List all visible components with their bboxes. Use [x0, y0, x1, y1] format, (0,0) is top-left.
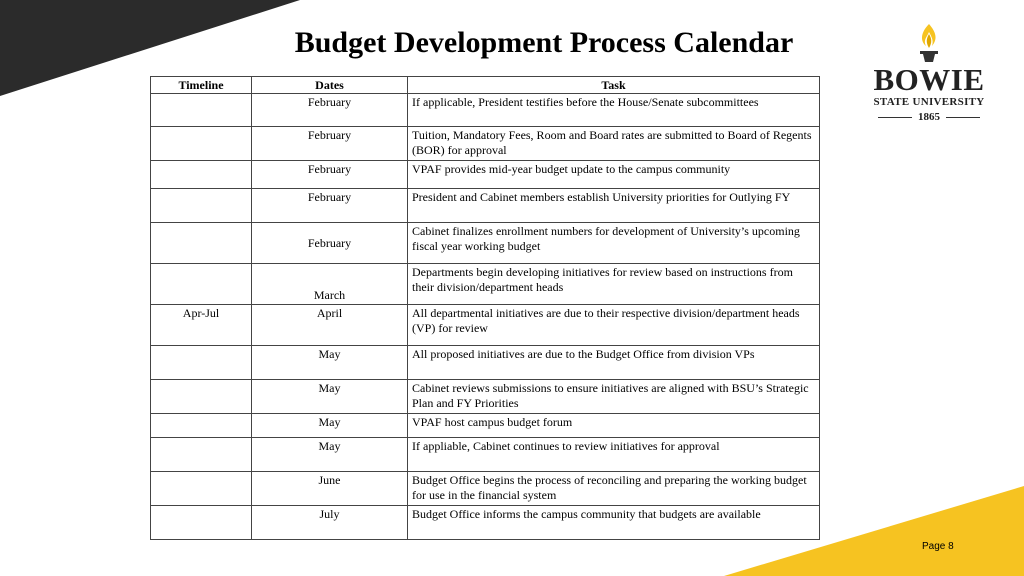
table-row	[151, 414, 820, 438]
date-cell: May	[252, 414, 408, 438]
logo-subtitle: STATE UNIVERSITY	[873, 96, 985, 108]
logo-year: 1865	[918, 111, 940, 123]
table-row	[151, 346, 820, 380]
date-cell: May	[252, 346, 408, 380]
date-cell: February	[252, 161, 408, 189]
task-cell: VPAF host campus budget forum	[408, 414, 820, 438]
task-cell: Tuition, Mandatory Fees, Room and Board rates are submitted to Board of Regents (BOR) for approval	[408, 127, 820, 161]
timeline-cell	[151, 264, 252, 305]
task-cell: Cabinet reviews submissions to ensure initiatives are aligned with BSU’s Strategic Plan and FY Priorities	[408, 380, 820, 414]
date-cell: June	[252, 472, 408, 506]
timeline-cell	[151, 506, 252, 540]
table-row	[151, 506, 820, 540]
date-cell: February	[252, 223, 408, 264]
task-cell: VPAF provides mid-year budget update to the campus community	[408, 161, 820, 189]
timeline-cell	[151, 94, 252, 127]
date-cell: March	[252, 264, 408, 305]
task-cell: Budget Office informs the campus community that budgets are available	[408, 506, 820, 540]
table-row	[151, 305, 820, 346]
header-timeline: Timeline	[151, 77, 252, 94]
task-cell: If applicable, President testifies before the House/Senate subcommittees	[408, 94, 820, 127]
page-number: Page 8	[922, 541, 954, 552]
table-row	[151, 438, 820, 472]
divider	[946, 117, 980, 118]
torch-flame-icon	[916, 22, 942, 64]
table-row	[151, 161, 820, 189]
table-header-row	[151, 77, 820, 94]
logo-name: BOWIE	[873, 62, 985, 97]
timeline-cell	[151, 127, 252, 161]
table-row	[151, 264, 820, 305]
timeline-cell	[151, 414, 252, 438]
task-cell: All proposed initiatives are due to the Budget Office from division VPs	[408, 346, 820, 380]
task-cell: If appliable, Cabinet continues to review initiatives for approval	[408, 438, 820, 472]
timeline-cell	[151, 161, 252, 189]
table-row	[151, 127, 820, 161]
page-title: Budget Development Process Calendar	[294, 26, 794, 59]
table-row	[151, 223, 820, 264]
table-row	[151, 472, 820, 506]
date-cell: February	[252, 127, 408, 161]
task-cell: All departmental initiatives are due to their respective division/department heads (VP) for review	[408, 305, 820, 346]
divider	[878, 117, 912, 118]
timeline-cell: Apr-Jul	[151, 305, 252, 346]
header-task: Task	[408, 77, 820, 94]
table-row	[151, 380, 820, 414]
header-dates: Dates	[252, 77, 408, 94]
university-logo	[868, 22, 990, 123]
table-row	[151, 189, 820, 223]
date-cell: May	[252, 438, 408, 472]
logo-year-row	[868, 111, 990, 123]
task-cell: President and Cabinet members establish University priorities for Outlying FY	[408, 189, 820, 223]
task-cell: Budget Office begins the process of reconciling and preparing the working budget for use in the financial system	[408, 472, 820, 506]
task-cell: Departments begin developing initiatives for review based on instructions from their division/department heads	[408, 264, 820, 305]
date-cell: February	[252, 94, 408, 127]
date-cell: April	[252, 305, 408, 346]
date-cell: July	[252, 506, 408, 540]
timeline-cell	[151, 438, 252, 472]
timeline-cell	[151, 346, 252, 380]
table-row	[151, 94, 820, 127]
budget-calendar-table	[150, 76, 820, 540]
date-cell: February	[252, 189, 408, 223]
task-cell: Cabinet finalizes enrollment numbers for development of University’s upcoming fiscal year working budget	[408, 223, 820, 264]
timeline-cell	[151, 223, 252, 264]
timeline-cell	[151, 380, 252, 414]
timeline-cell	[151, 189, 252, 223]
date-cell: May	[252, 380, 408, 414]
timeline-cell	[151, 472, 252, 506]
